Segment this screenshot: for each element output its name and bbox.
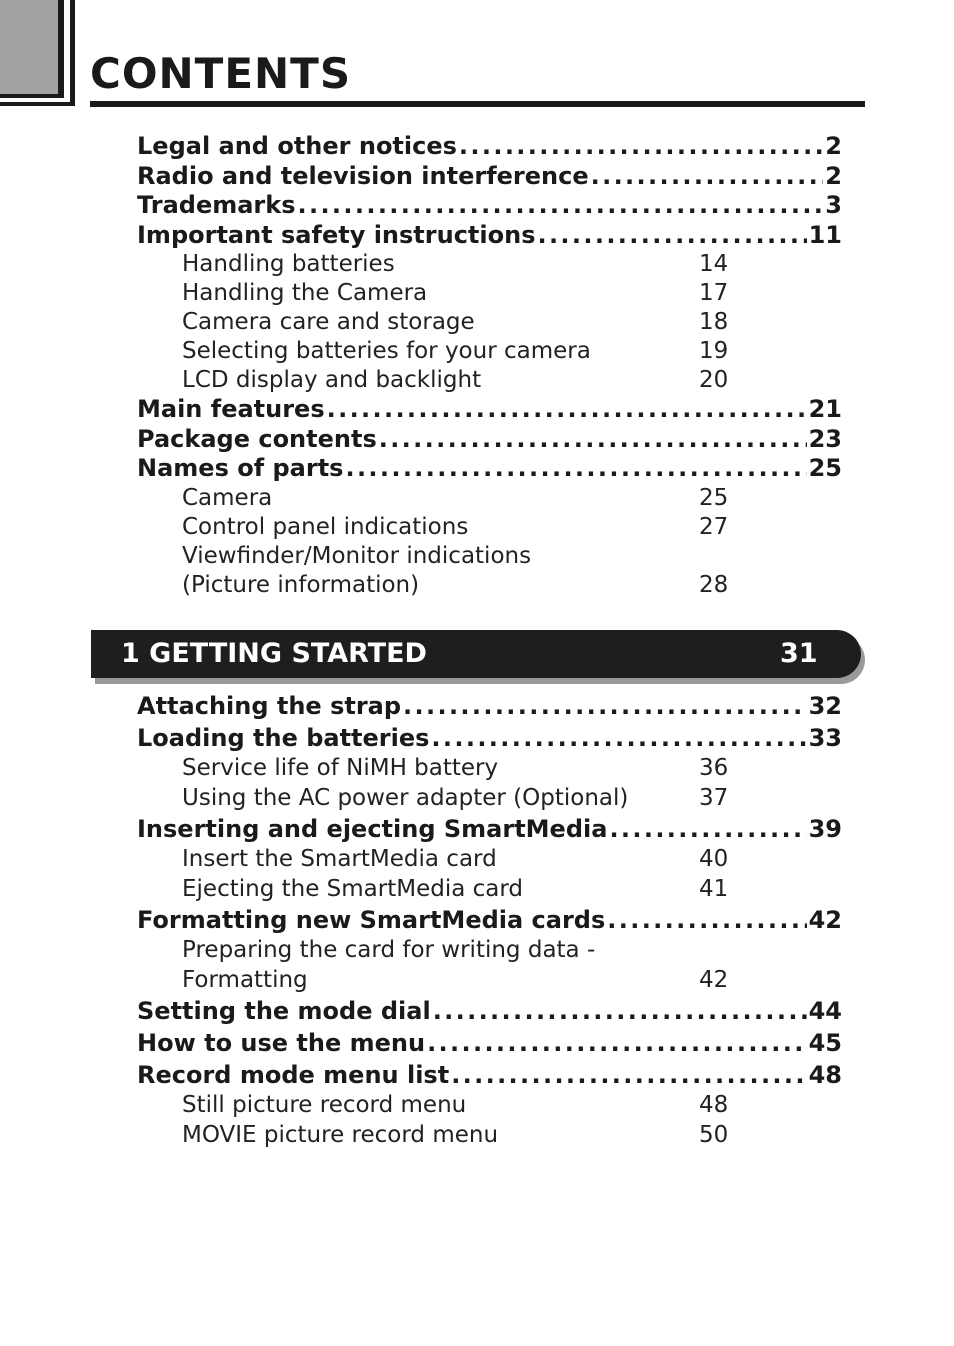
toc-subentry-label: Selecting batteries for your camera [182,338,591,364]
toc-subentry[interactable] [137,936,842,966]
toc-subentry-label: Ejecting the SmartMedia card [182,875,524,902]
toc-subentry-label: Camera [182,484,273,511]
toc-subentry-label: MOVIE picture record menu [182,1121,499,1148]
toc-entry-page: 39 [808,815,842,843]
toc-entry-page: 42 [808,906,842,934]
chapter-tab [0,0,64,98]
toc-subentry-label: Control panel indications [182,513,469,540]
dot-leader [298,191,824,221]
toc-entry-label: Important safety instructions [137,220,536,249]
toc-entry[interactable] [137,221,842,251]
toc-subentry[interactable] [137,845,842,875]
toc-entry[interactable] [137,1059,842,1091]
toc-subentry-label: Viewfinder/Monitor indications [182,542,532,569]
toc-subentry-label: LCD display and backlight [182,367,482,393]
toc-entry-page: 23 [808,424,842,453]
toc-subentry[interactable] [137,875,842,905]
page-title: CONTENTS [90,49,352,98]
toc-subentry-page: 19 [699,338,729,364]
toc-entry-label: Package contents [137,424,377,453]
toc-subentry-page: 41 [699,875,729,902]
dot-leader [327,395,807,425]
toc-subentry[interactable] [137,484,842,513]
toc-entry-page: 2 [825,161,842,190]
toc-subentry-label: Handling the Camera [182,280,428,306]
toc-entry-label: Record mode menu list [137,1061,450,1089]
dot-leader [345,454,806,484]
dot-leader [451,1059,806,1091]
toc-subentry-label: Camera care and storage [182,309,475,335]
toc-entry-label: Radio and television interference [137,161,589,190]
toc-subentry[interactable] [137,308,842,337]
toc-subentry[interactable] [137,1091,842,1121]
dot-leader [591,162,824,192]
toc-subentry-label: Still picture record menu [182,1092,467,1118]
toc-entry-label: Legal and other notices [137,132,457,160]
toc-subentry-page: 48 [699,1092,729,1118]
section-page: 31 [780,638,818,669]
toc-entry-page: 21 [808,395,842,423]
toc-subentry-page: 28 [699,571,729,598]
toc-entry[interactable] [137,904,842,936]
toc-entry-label: Names of parts [137,454,344,482]
toc-subentry[interactable] [137,513,842,542]
toc-entry-page: 11 [808,220,842,249]
toc-entry[interactable] [137,395,842,425]
dot-leader [433,995,807,1027]
toc-entry-label: How to use the menu [137,1029,426,1057]
toc-entry[interactable] [137,690,842,722]
section-label: 1 GETTING STARTED [121,638,427,669]
toc-entry[interactable] [137,162,842,192]
toc-subentry[interactable] [137,1121,842,1151]
toc-entry[interactable] [137,132,842,162]
toc-entry[interactable] [137,425,842,455]
dot-leader [537,221,806,251]
toc-subentry-label: Handling batteries [182,251,395,277]
toc-entry-page: 25 [808,454,842,482]
dot-leader [607,904,806,936]
toc-subentry-page: 42 [699,966,729,993]
toc-entry-label: Loading the batteries [137,724,430,752]
toc-subentry[interactable] [137,250,842,279]
toc-subentry[interactable] [137,337,842,366]
toc-subentry-label: (Picture information) [182,571,420,598]
toc-entry-label: Trademarks [137,191,296,219]
dot-leader [379,425,807,455]
tab-underline [0,102,75,106]
toc-subentry-page: 18 [699,309,729,335]
dot-leader [403,690,807,722]
dot-leader [431,722,806,754]
toc-subentry-page: 37 [699,784,729,811]
toc-entry-page: 44 [808,997,842,1025]
toc-entry-page: 2 [825,132,842,160]
toc-section-1 [137,690,842,1150]
toc-entry-page: 32 [808,692,842,720]
toc-entry-label: Attaching the strap [137,692,402,720]
toc-front-matter [137,132,842,600]
toc-entry-label: Formatting new SmartMedia cards [137,906,606,934]
dot-leader [427,1027,807,1059]
toc-subentry-label: Service life of NiMH battery [182,755,499,781]
toc-entry[interactable] [137,191,842,221]
toc-entry[interactable] [137,1027,842,1059]
dot-leader [459,132,823,162]
toc-subentry-label: Insert the SmartMedia card [182,846,497,872]
toc-subentry-label: Preparing the card for writing data - [182,937,596,963]
toc-subentry-page: 27 [699,513,729,540]
toc-subentry-label: Using the AC power adapter (Optional) [182,784,629,811]
toc-subentry[interactable] [137,279,842,308]
toc-entry-page: 45 [808,1029,842,1057]
dot-leader [609,813,806,845]
toc-subentry[interactable] [137,966,842,996]
toc-entry-label: Inserting and ejecting SmartMedia [137,815,608,843]
toc-entry[interactable] [137,813,842,845]
toc-subentry[interactable] [137,366,842,395]
toc-entry-page: 33 [808,724,842,752]
tab-border [70,0,75,106]
toc-entry-label: Setting the mode dial [137,997,431,1025]
toc-subentry-page: 14 [699,251,729,277]
toc-subentry[interactable] [137,571,842,600]
toc-entry-label: Main features [137,395,325,423]
section-header[interactable] [91,630,861,678]
toc-subentry-page: 17 [699,280,729,306]
title-rule [90,101,865,107]
toc-subentry[interactable] [137,542,842,571]
toc-subentry[interactable] [137,784,842,814]
toc-subentry[interactable] [137,754,842,784]
toc-subentry-page: 25 [699,484,729,511]
toc-subentry-label: Formatting [182,966,308,993]
toc-entry[interactable] [137,454,842,484]
toc-subentry-page: 40 [699,846,729,872]
toc-entry-page: 48 [808,1061,842,1089]
toc-subentry-page: 50 [699,1121,729,1148]
toc-subentry-page: 20 [699,367,729,393]
toc-entry[interactable] [137,995,842,1027]
toc-subentry-page: 36 [699,755,729,781]
toc-entry-page: 3 [825,191,842,219]
toc-entry[interactable] [137,722,842,754]
